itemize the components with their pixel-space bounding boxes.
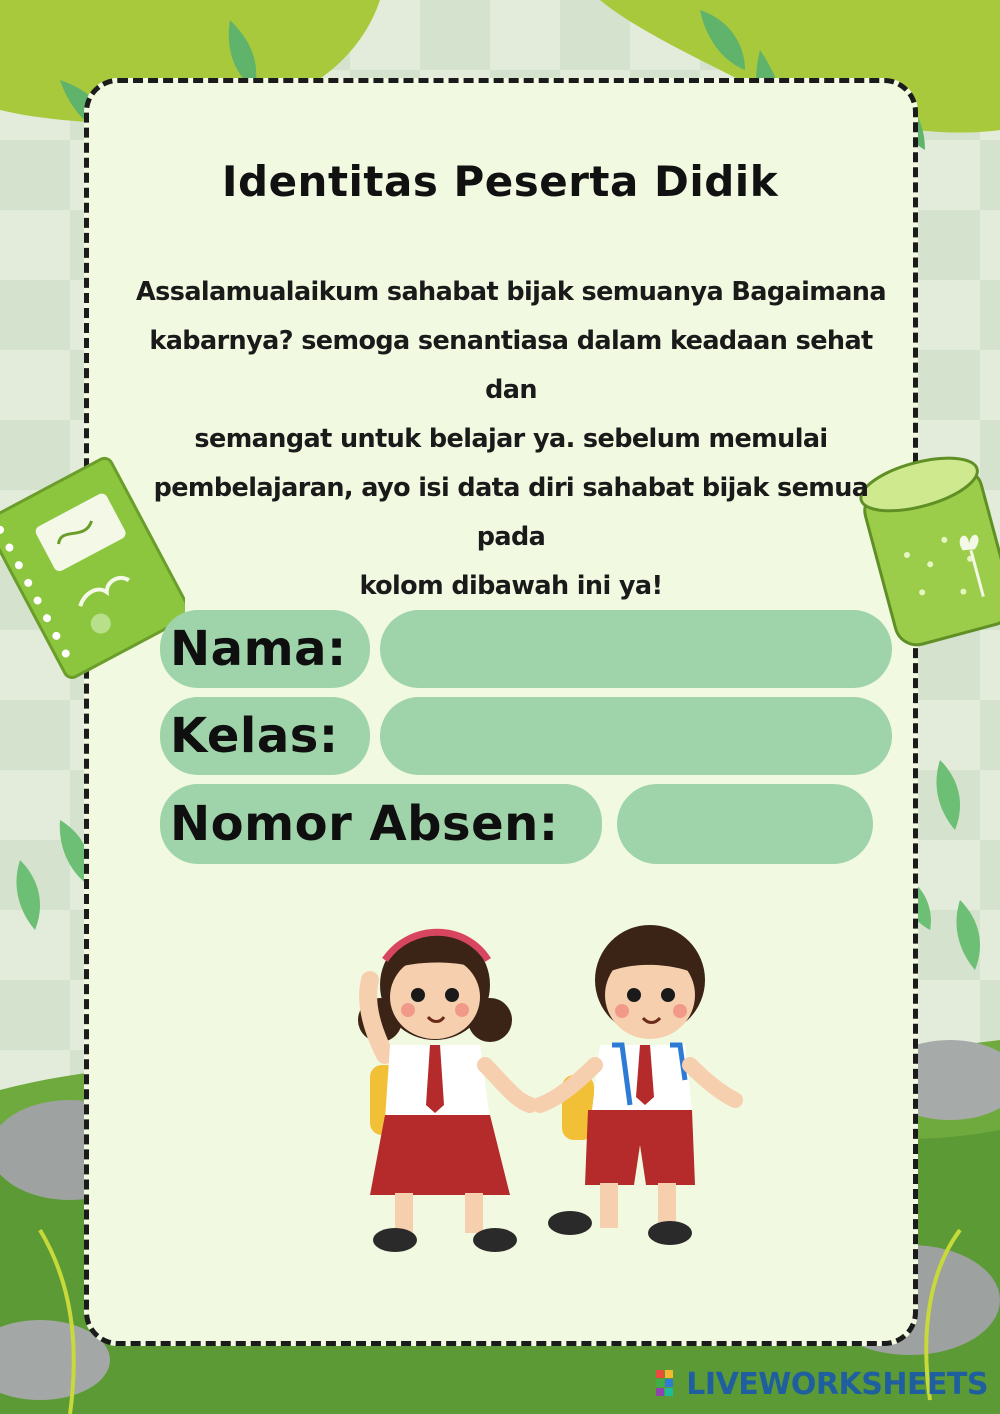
boy-student-figure: [540, 925, 735, 1245]
absen-label: Nomor Absen:: [160, 784, 602, 864]
intro-line: pembelajaran, ayo isi data diri sahabat bijak semua pada: [153, 473, 869, 552]
brand-text: LIVEWORKSHEETS: [686, 1367, 988, 1402]
intro-paragraph: [126, 268, 896, 611]
nama-input[interactable]: [380, 610, 892, 688]
intro-line: kabarnya? semoga senantiasa dalam keadaan sehat dan: [149, 326, 873, 405]
intro-line: Assalamualaikum sahabat bijak semuanya Bagaimana: [136, 277, 886, 307]
page-title: Identitas Peserta Didik: [221, 157, 779, 206]
girl-student-figure: [358, 930, 530, 1252]
intro-line: semangat untuk belajar ya. sebelum memulai: [194, 424, 828, 454]
students-illustration: [340, 905, 760, 1265]
kelas-label: Kelas:: [160, 697, 370, 775]
absen-input[interactable]: [617, 784, 873, 864]
liveworksheets-logo: [656, 1367, 988, 1402]
nama-label: Nama:: [160, 610, 370, 688]
liveworksheets-badge-icon: [656, 1370, 682, 1400]
kelas-input[interactable]: [380, 697, 892, 775]
intro-line: kolom dibawah ini ya!: [359, 571, 663, 601]
